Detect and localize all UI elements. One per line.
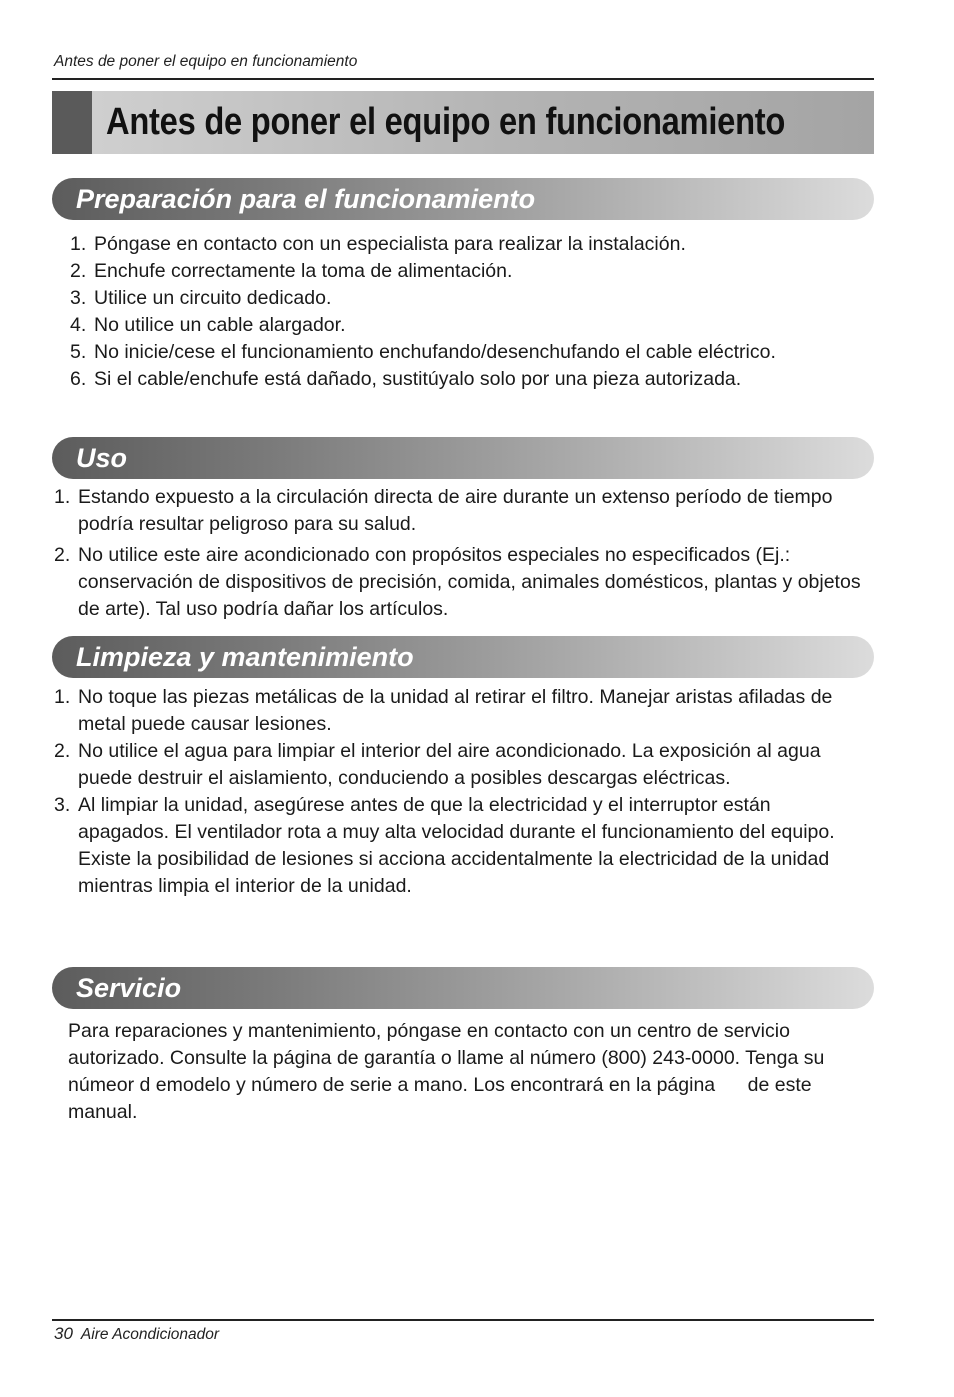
footer-label: Aire Acondicionador — [80, 1326, 220, 1343]
list-item: 4. No utilice un cable alargador. — [70, 314, 346, 336]
list-item: 2. No utilice el agua para limpiar el interior del aire acondicionado. La exposición al agua puede destruir el aislamiento, conduciendo a posibles descargas eléctricas. — [54, 740, 821, 789]
footer-rule — [52, 1319, 874, 1321]
limpieza-list — [54, 684, 856, 900]
title-marker-block — [52, 91, 92, 154]
list-item: 2. Enchufe correctamente la toma de alimentación. — [70, 260, 513, 282]
page-footer — [54, 1324, 219, 1344]
section-heading-limpieza — [52, 636, 874, 678]
page-title: Antes de poner el equipo en funcionamiento — [106, 101, 786, 143]
servicio-paragraph: Para reparaciones y mantenimiento, póngase en contacto con un centro de servicio autorizado. Consulte la página de garantía o llame al número (800) 243-0000. Tenga su númeor d emodelo y número de serie a mano. Los encontrará en la página de este manual. — [68, 1020, 830, 1123]
section-heading-text: Servicio — [76, 973, 182, 1003]
running-header: Antes de poner el equipo en funcionamiento — [54, 53, 358, 70]
list-item: 6. Si el cable/enchufe está dañado, sustitúyalo solo por una pieza autorizada. — [70, 368, 742, 390]
list-item: 5. No inicie/cese el funcionamiento enchufando/desenchufando el cable eléctrico. — [70, 341, 776, 363]
uso-list — [54, 484, 864, 623]
page-number: 30 — [54, 1324, 73, 1343]
header-rule — [52, 78, 874, 80]
title-band — [52, 91, 874, 154]
section-heading-text: Preparación para el funcionamiento — [76, 184, 536, 214]
list-item: 3. Utilice un circuito dedicado. — [70, 287, 332, 309]
list-item: 1. No toque las piezas metálicas de la unidad al retirar el filtro. Manejar aristas afiladas de metal puede causar lesiones. — [54, 686, 833, 735]
list-item: 1. Póngase en contacto con un especialista para realizar la instalación. — [70, 233, 686, 255]
list-item: 2. No utilice este aire acondicionado con propósitos especiales no especificados (Ej.: conservación de dispositivos de precisión, comida, animales domésticos, plantas y objetos de arte). Tal uso podría dañar los artículos. — [54, 544, 861, 620]
section-heading-servicio — [52, 967, 874, 1009]
list-item: 1. Estando expuesto a la circulación directa de aire durante un extenso período de tiempo podría resultar peligroso para su salud. — [54, 486, 833, 535]
preparacion-list — [70, 231, 870, 393]
section-heading-text: Limpieza y mantenimiento — [76, 642, 414, 672]
list-item: 3. Al limpiar la unidad, asegúrese antes de que la electricidad y el interruptor están apagados. El ventilador rota a muy alta velocidad durante el funcionamiento del equipo. Existe la posibilidad de lesiones si acciona accidentalmente la electricidad de la unidad mientras limpia el interior de la unidad. — [54, 794, 835, 897]
section-heading-uso — [52, 437, 874, 479]
section-heading-preparacion — [52, 178, 874, 220]
section-heading-text: Uso — [76, 443, 128, 473]
